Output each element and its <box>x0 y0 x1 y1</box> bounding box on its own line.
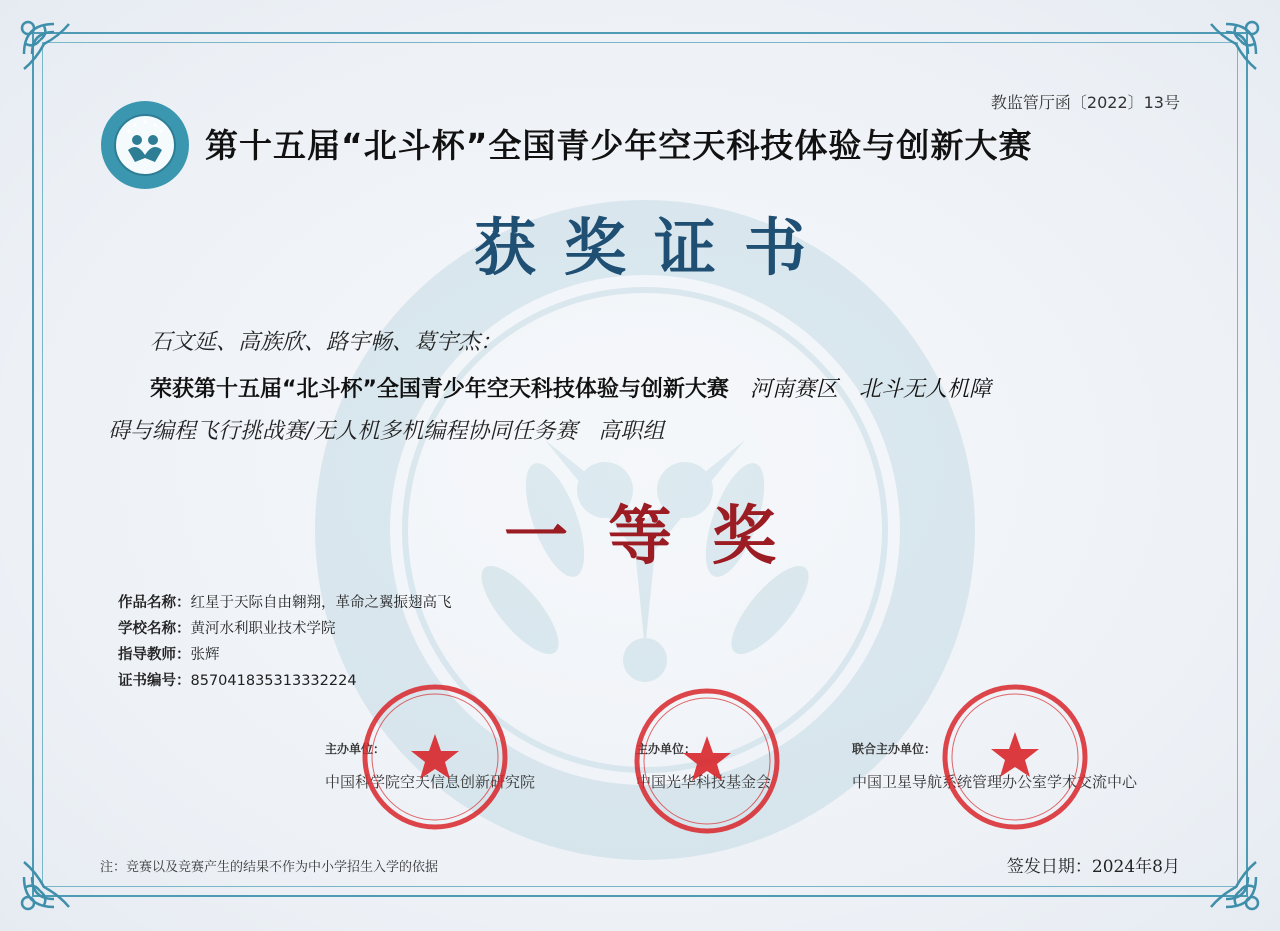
work-name-row <box>118 590 452 616</box>
school-row <box>118 616 452 642</box>
award-group: 高职组 <box>598 419 665 444</box>
official-seal-icon <box>632 686 782 836</box>
teacher-row <box>118 642 452 668</box>
event-logo-icon <box>100 100 190 190</box>
award-region: 河南赛区 <box>749 377 838 402</box>
info-block <box>118 590 452 694</box>
organizer-name: 中国卫星导航系统管理办公室学术交流中心 <box>852 773 1138 791</box>
organizer-role: 联合主办单位： <box>852 742 937 756</box>
prize-level: 一等奖 <box>504 499 816 574</box>
work-name-value: 红星于天际自由翱翔，革命之翼振翅高飞 <box>190 595 452 611</box>
certificate-number-label: 证书编号： <box>118 673 191 689</box>
organizer-name: 中国光华科技基金会 <box>636 773 772 791</box>
certificate-heading: 获奖证书 <box>473 211 834 284</box>
school-value: 黄河水利职业技术学院 <box>190 621 336 637</box>
official-seal-icon <box>360 682 510 832</box>
disclaimer-note: 注：竞赛以及竞赛产生的结果不作为中小学招生入学的依据 <box>100 860 439 875</box>
corner-ornament-icon <box>14 14 94 94</box>
teacher-value: 张辉 <box>190 647 220 663</box>
award-category-part2: 碍与编程飞行挑战赛/无人机多机编程协同任务赛 <box>108 419 578 444</box>
corner-ornament-icon <box>14 837 94 917</box>
award-line-2 <box>108 414 664 445</box>
event-title: 第十五届“北斗杯”全国青少年空天科技体验与创新大赛 <box>205 126 1033 165</box>
award-line-1 <box>150 372 991 403</box>
certificate-number-value: 857041835313332224 <box>190 673 357 689</box>
corner-ornament-icon <box>1186 837 1266 917</box>
issue-date: 签发日期：2024年8月 <box>1006 857 1180 877</box>
work-name-label: 作品名称： <box>118 595 191 611</box>
school-label: 学校名称： <box>118 621 191 637</box>
organizer-role: 主办单位： <box>325 742 386 756</box>
organizer-role: 主办单位： <box>636 742 697 756</box>
document-number: 教监管厅函〔2022〕13号 <box>990 93 1180 112</box>
award-category-part1: 北斗无人机障 <box>858 377 991 402</box>
official-seal-icon <box>940 682 1090 832</box>
corner-ornament-icon <box>1186 14 1266 94</box>
award-prefix: 荣获第十五届“北斗杯”全国青少年空天科技体验与创新大赛 <box>150 377 729 402</box>
organizer-name: 中国科学院空天信息创新研究院 <box>325 773 536 791</box>
teacher-label: 指导教师： <box>118 647 191 663</box>
recipients: 石文延、高族欣、路宇畅、葛宇杰： <box>150 330 503 355</box>
